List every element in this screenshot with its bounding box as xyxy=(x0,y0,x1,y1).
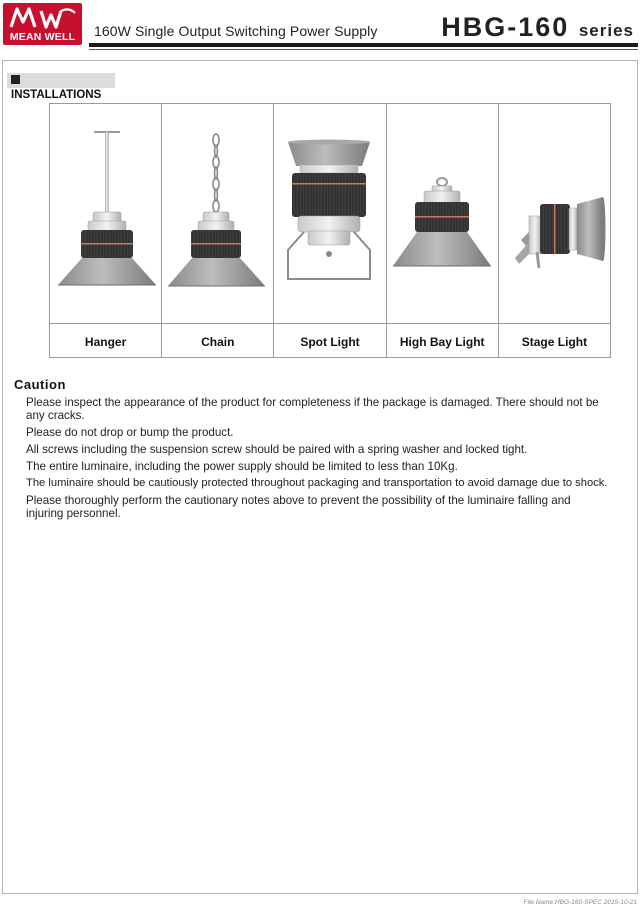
caution-item: The entire luminaire, including the power supply should be limited to less than 10Kg. xyxy=(26,460,458,473)
chain-label: Chain xyxy=(201,334,235,349)
caution-item: The luminaire should be cautiously protected throughout packaging and transportation to avoid damage due to shock. xyxy=(26,477,608,489)
stage-light-image xyxy=(499,104,610,324)
square-bullet-icon xyxy=(11,75,20,84)
installation-high-bay-light xyxy=(387,104,499,357)
installation-spot-light xyxy=(274,104,386,357)
installation-hanger xyxy=(50,104,162,357)
mw-logo-icon xyxy=(3,3,82,33)
file-name-footer: File Name:HBG-160-SPEC 2015-10-21 xyxy=(523,899,637,906)
caution-list xyxy=(26,396,636,524)
header-rule-thin xyxy=(89,49,638,50)
chain-image xyxy=(162,104,273,324)
spot-light-label: Spot Light xyxy=(300,334,360,349)
hanger-image xyxy=(50,104,161,324)
model-series: series xyxy=(578,21,634,40)
caution-item: Please do not drop or bump the product. xyxy=(26,426,234,439)
logo-text: MEAN WELL xyxy=(9,31,76,43)
header-rule xyxy=(89,43,638,47)
installations-table xyxy=(49,103,611,358)
hanger-label: Hanger xyxy=(84,334,127,349)
installation-chain xyxy=(162,104,274,357)
installation-stage-light xyxy=(499,104,610,357)
document-subtitle: 160W Single Output Switching Power Supply xyxy=(94,23,378,39)
spot-light-image xyxy=(274,104,385,324)
installations-title: INSTALLATIONS xyxy=(11,89,102,101)
model-title xyxy=(441,12,634,46)
caution-heading: Caution xyxy=(14,377,66,392)
model-number: HBG-160 xyxy=(441,12,570,42)
caution-item: Please inspect the appearance of the product for completeness if the package is damaged. There should not be any cracks. xyxy=(26,396,599,422)
mean-well-logo xyxy=(3,3,82,45)
high-bay-light-label: High Bay Light xyxy=(399,334,485,349)
stage-light-label: Stage Light xyxy=(521,334,588,349)
installations-heading xyxy=(7,73,115,101)
caution-item: All screws including the suspension screw should be paired with a spring washer and locked tight. xyxy=(26,443,528,456)
high-bay-light-image xyxy=(387,104,498,324)
caution-item: Please thoroughly perform the cautionary notes above to prevent the possibility of the luminaire falling and injuring personnel. xyxy=(26,494,571,520)
